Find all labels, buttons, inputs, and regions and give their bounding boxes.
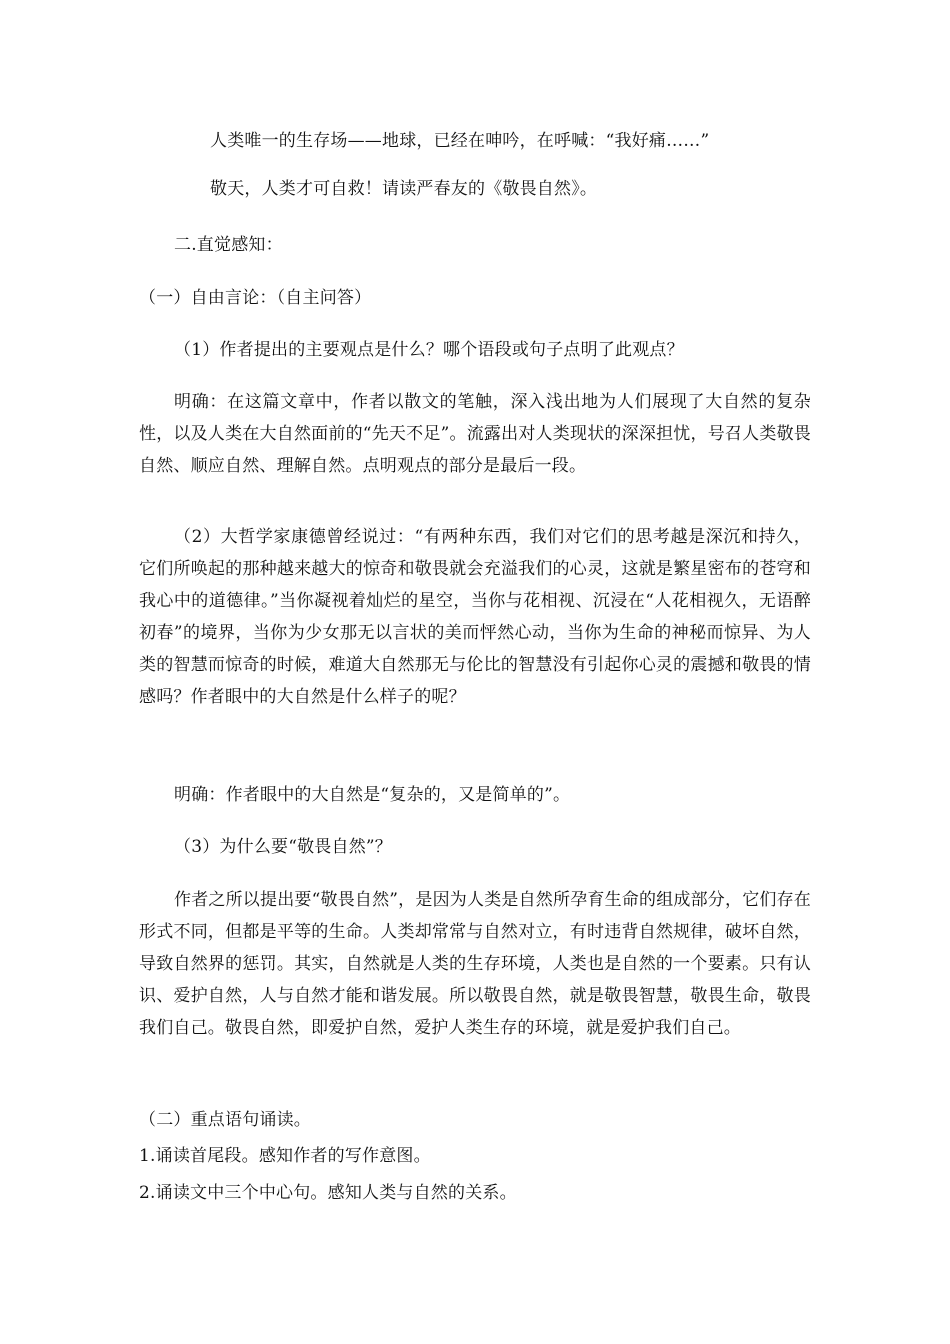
reading-item: 1.诵读首尾段。感知作者的写作意图。 bbox=[139, 1146, 431, 1166]
part-heading-free-discussion: （一）自由言论：（自主问答） bbox=[139, 288, 372, 308]
reading-item: 2.诵读文中三个中心句。感知人类与自然的关系。 bbox=[139, 1183, 517, 1203]
question-3: （3）为什么要“敬畏自然”？ bbox=[174, 837, 392, 857]
question-1: （1）作者提出的主要观点是什么？哪个语段或句子点明了此观点？ bbox=[174, 340, 684, 360]
answer-1: 明确：在这篇文章中，作者以散文的笔触，深入浅出地为人们展现了大自然的复杂性，以及人类在大自然面前的“先天不足”。流露出对人类现状的深深担忧，号召人类敬畏自然、顺应自然、理解自然。点明观点的部分是最后一段。 bbox=[139, 392, 811, 476]
section-heading-intuitive-perception: 二.直觉感知： bbox=[174, 235, 283, 255]
answer-2: 明确：作者眼中的大自然是“复杂的，又是简单的”。 bbox=[174, 785, 571, 805]
intro-line-1: 人类唯一的生存场——地球，已经在呻吟，在呼喊：“我好痛……” bbox=[210, 131, 710, 151]
part-heading-key-sentence-reading: （二）重点语句诵读。 bbox=[139, 1110, 311, 1130]
question-2: （2）大哲学家康德曾经说过：“有两种东西，我们对它们的思考越是深沉和持久，它们所唤起的那种越来越大的惊奇和敬畏就会充溢我们的心灵，这就是繁星密布的苍穹和我心中的道德律。”当你凝视着灿烂的星空，当你与花相视、沉浸在“人花相视久，无语醉初春”的境界，当你为少女那无以言状的美而怦然心动，当你为生命的神秘而惊异、为人类的智慧而惊奇的时候，难道大自然那无与伦比的智慧没有引起你心灵的震撼和敬畏的情感吗？作者眼中的大自然是什么样子的呢？ bbox=[139, 527, 811, 707]
answer-3: 作者之所以提出要“敬畏自然”，是因为人类是自然所孕育生命的组成部分，它们存在形式不同，但都是平等的生命。人类却常常与自然对立，有时违背自然规律，破坏自然，导致自然界的惩罚。其实，自然就是人类的生存环境，人类也是自然的一个要素。只有认识、爱护自然，人与自然才能和谐发展。所以敬畏自然，就是敬畏智慧，敬畏生命，敬畏我们自己。敬畏自然，即爱护自然，爱护人类生存的环境，就是爱护我们自己。 bbox=[139, 890, 811, 1038]
intro-line-2: 敬天，人类才可自救！请读严春友的《敬畏自然》。 bbox=[210, 179, 598, 199]
